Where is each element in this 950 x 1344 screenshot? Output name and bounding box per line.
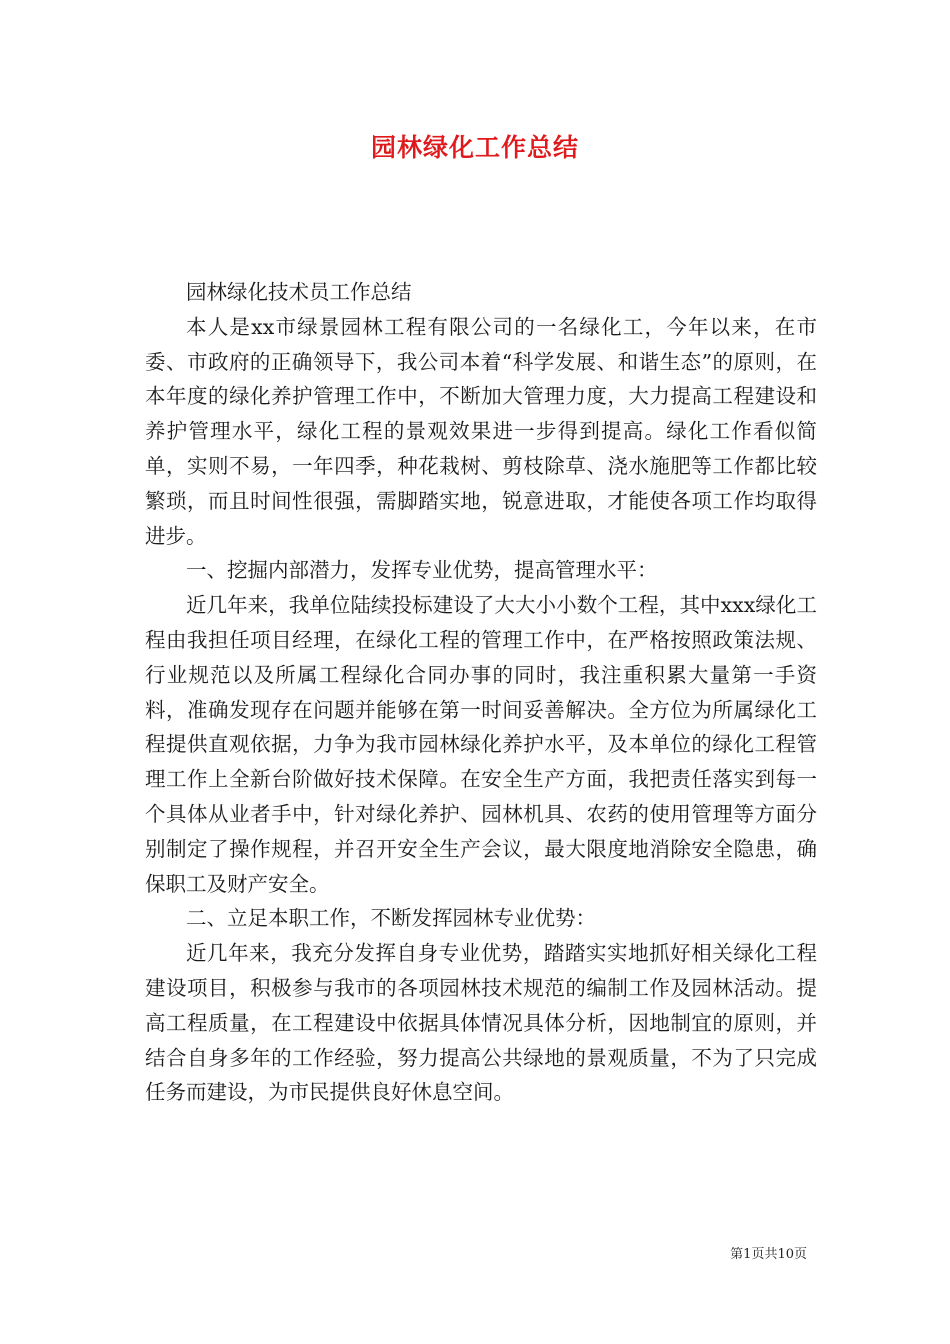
section-heading-1: 一、挖掘内部潜力，发挥专业优势，提高管理水平：: [186, 558, 658, 583]
document-body: [145, 275, 817, 1110]
section-1-paragraph: 近几年来，我单位陆续投标建设了大大小小数个工程，其中xxx绿化工程由我担任项目经理，在绿化工程的管理工作中，在严格按照政策法规、行业规范以及所属工程绿化合同办事的同时，我注重积累大量第一手资料，准确发现存在问题并能够在第一时间妥善解决。全方位为所属绿化工程提供直观依据，力争为我市园林绿化养护水平，及本单位的绿化工程管理工作上全新台阶做好技术保障。在安全生产方面，我把责任落实到每一个具体从业者手中，针对绿化养护、园林机具、农药的使用管理等方面分别制定了操作规程，并召开安全生产会议，最大限度地消除安全隐患，确保职工及财产安全。: [145, 593, 817, 896]
subtitle-paragraph: 园林绿化技术员工作总结: [186, 280, 412, 304]
section-heading-2: 二、立足本职工作，不断发挥园林专业优势：: [186, 906, 596, 931]
section-2-paragraph: 近几年来，我充分发挥自身专业优势，踏踏实实地抓好相关绿化工程建设项目，积极参与我市的各项园林技术规范的编制工作及园林活动。提高工程质量，在工程建设中依据具体情况具体分析，因地制宜的原则，并结合自身多年的工作经验，努力提高公共绿地的景观质量，不为了只完成任务而建设，为市民提供良好休息空间。: [145, 941, 817, 1105]
intro-paragraph: 本人是xx市绿景园林工程有限公司的一名绿化工，今年以来，在市委、市政府的正确领导下，我公司本着“科学发展、和谐生态”的原则，在本年度的绿化养护管理工作中，不断加大管理力度，大力提高工程建设和养护管理水平，绿化工程的景观效果进一步得到提高。绿化工作看似简单，实则不易，一年四季，种花栽树、剪枝除草、浇水施肥等工作都比较繁琐，而且时间性很强，需脚踏实地，锐意进取，才能使各项工作均取得进步。: [145, 314, 817, 548]
document-title: 园林绿化工作总结: [370, 133, 579, 162]
page-number-footer: 第1页共10页: [730, 1247, 807, 1262]
